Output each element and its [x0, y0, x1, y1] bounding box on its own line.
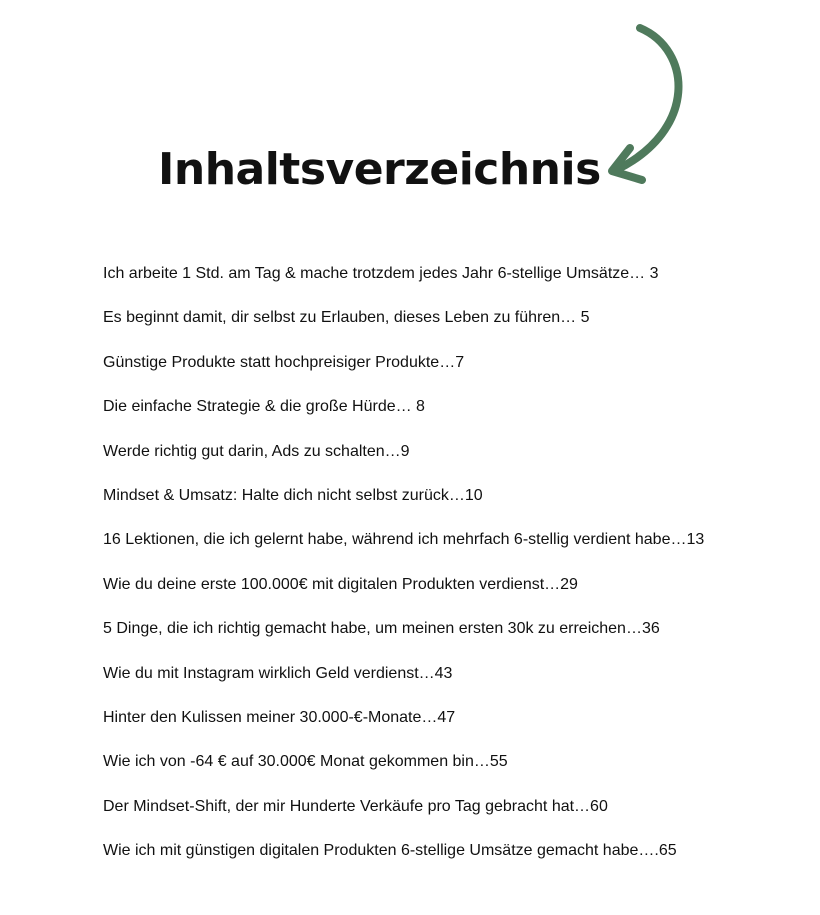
toc-item: Mindset & Umsatz: Halte dich nicht selbst zurück…10: [103, 486, 483, 504]
curved-arrow-icon: [600, 20, 700, 195]
toc-item: Günstige Produkte statt hochpreisiger Produkte…7: [103, 353, 465, 371]
toc-item: 16 Lektionen, die ich gelernt habe, während ich mehrfach 6-stellig verdient habe…13: [103, 531, 705, 549]
toc-item: Die einfache Strategie & die große Hürde… 8: [103, 398, 425, 416]
toc-item: Ich arbeite 1 Std. am Tag & mache trotzdem jedes Jahr 6-stellige Umsätze… 3: [103, 265, 659, 282]
toc-item: Wie ich von -64 € auf 30.000€ Monat gekommen bin…55: [103, 753, 508, 771]
toc-item: Werde richtig gut darin, Ads zu schalten…9: [103, 442, 410, 460]
toc-item: Wie du deine erste 100.000€ mit digitalen Produkten verdienst…29: [103, 575, 578, 593]
toc-item: Wie ich mit günstigen digitalen Produkten 6-stellige Umsätze gemacht habe….65: [103, 842, 677, 860]
toc-item: 5 Dinge, die ich richtig gemacht habe, um meinen ersten 30k zu erreichen…36: [103, 620, 660, 638]
toc-item: Wie du mit Instagram wirklich Geld verdienst…43: [103, 664, 453, 682]
toc-item: Es beginnt damit, dir selbst zu Erlauben, dieses Leben zu führen… 5: [103, 309, 590, 327]
toc-item: Hinter den Kulissen meiner 30.000-€-Monate…47: [103, 708, 456, 726]
toc-item: Der Mindset-Shift, der mir Hunderte Verkäufe pro Tag gebracht hat…60: [103, 797, 608, 815]
page-title: Inhaltsverzeichnis: [158, 144, 601, 195]
table-of-contents: [103, 262, 803, 883]
